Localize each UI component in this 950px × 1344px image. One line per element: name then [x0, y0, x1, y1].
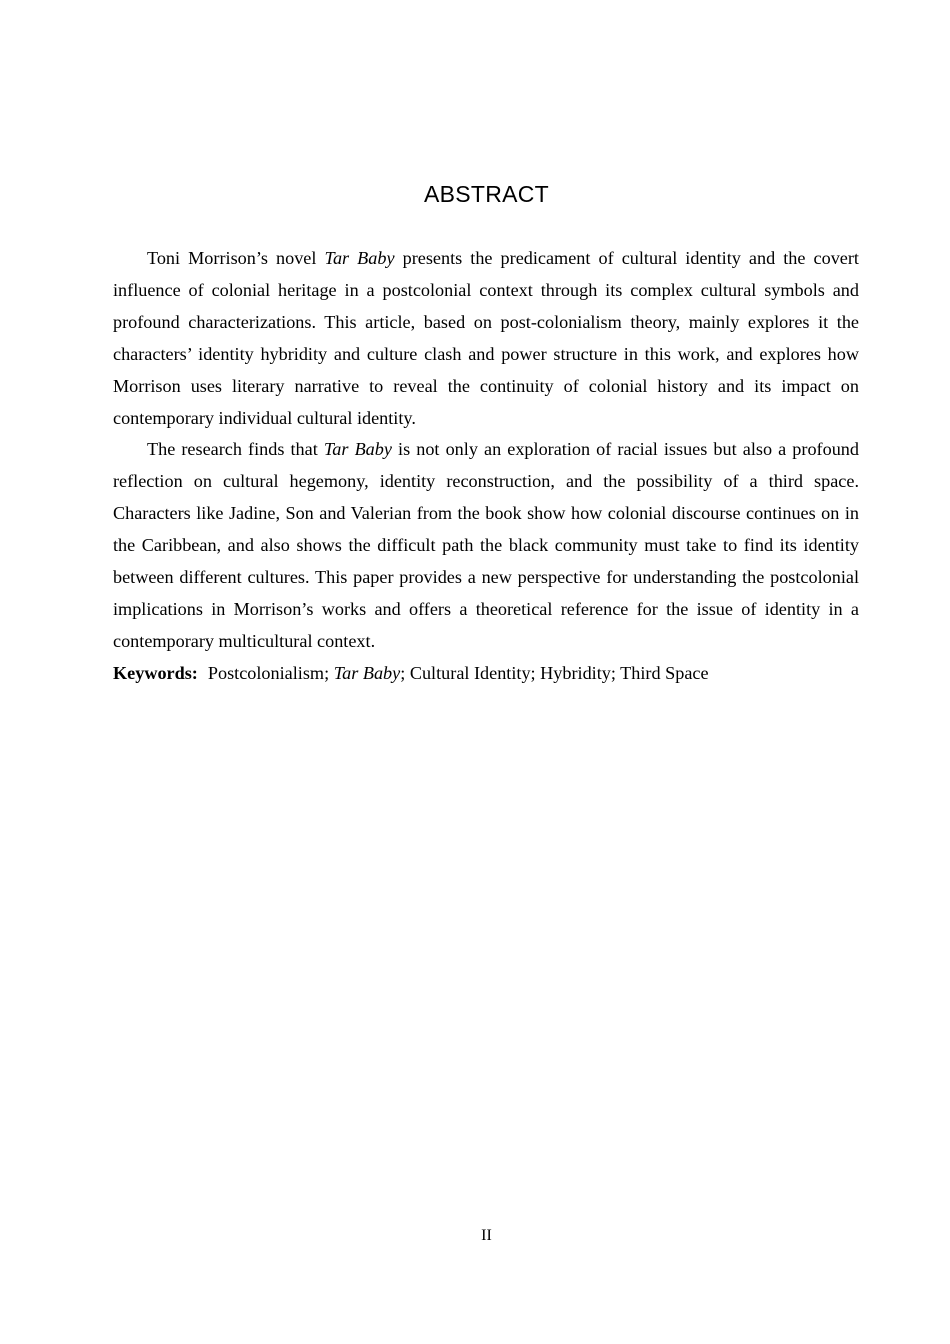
- paragraph-2-book-title: Tar Baby: [323, 439, 392, 460]
- abstract-paragraph-2: [113, 434, 859, 657]
- paragraph-2-text-start: The research finds that: [147, 439, 324, 460]
- keywords-text-start: Postcolonialism;: [207, 662, 334, 683]
- paragraph-2-text-rest: is not only an exploration of racial issues but also a profound reflection on cultural hegemony, identity reconstruction, and the possibility of a third space. Characters like Jadine, Son and Valerian from the book show how colonial discourse continues on in the Caribbean, and also shows the difficult path the black community must take to find its identity between different cultures. This paper provides a new perspective for understanding the postcolonial implications in Morrison’s works and offers a theoretical reference for the issue of identity in a contemporary multicultural context.: [113, 439, 859, 651]
- page-number: II: [481, 1227, 492, 1244]
- keywords-text-rest: ; Cultural Identity; Hybridity; Third Space: [400, 662, 709, 683]
- abstract-paragraph-1: [113, 243, 859, 434]
- keywords-label: Keywords:: [113, 662, 198, 683]
- paragraph-1-book-title: Tar Baby: [324, 248, 395, 268]
- paragraph-1-text-rest: presents the predicament of cultural identity and the covert influence of colonial heritage in a postcolonial context through its complex cultural symbols and profound characterizations. This article, based on post-colonialism theory, mainly explores it the characters’ identity hybridity and culture clash and power structure in this work, and explores how Morrison uses literary narrative to reveal the continuity of colonial history and its impact on contemporary individual cultural identity.: [113, 248, 859, 428]
- paragraph-1-text-start: Toni Morrison’s novel: [147, 248, 325, 268]
- abstract-title: ABSTRACT: [423, 181, 550, 207]
- keywords-book-title: Tar Baby: [333, 662, 401, 683]
- keywords-line: [113, 658, 859, 690]
- abstract-body: [113, 243, 859, 690]
